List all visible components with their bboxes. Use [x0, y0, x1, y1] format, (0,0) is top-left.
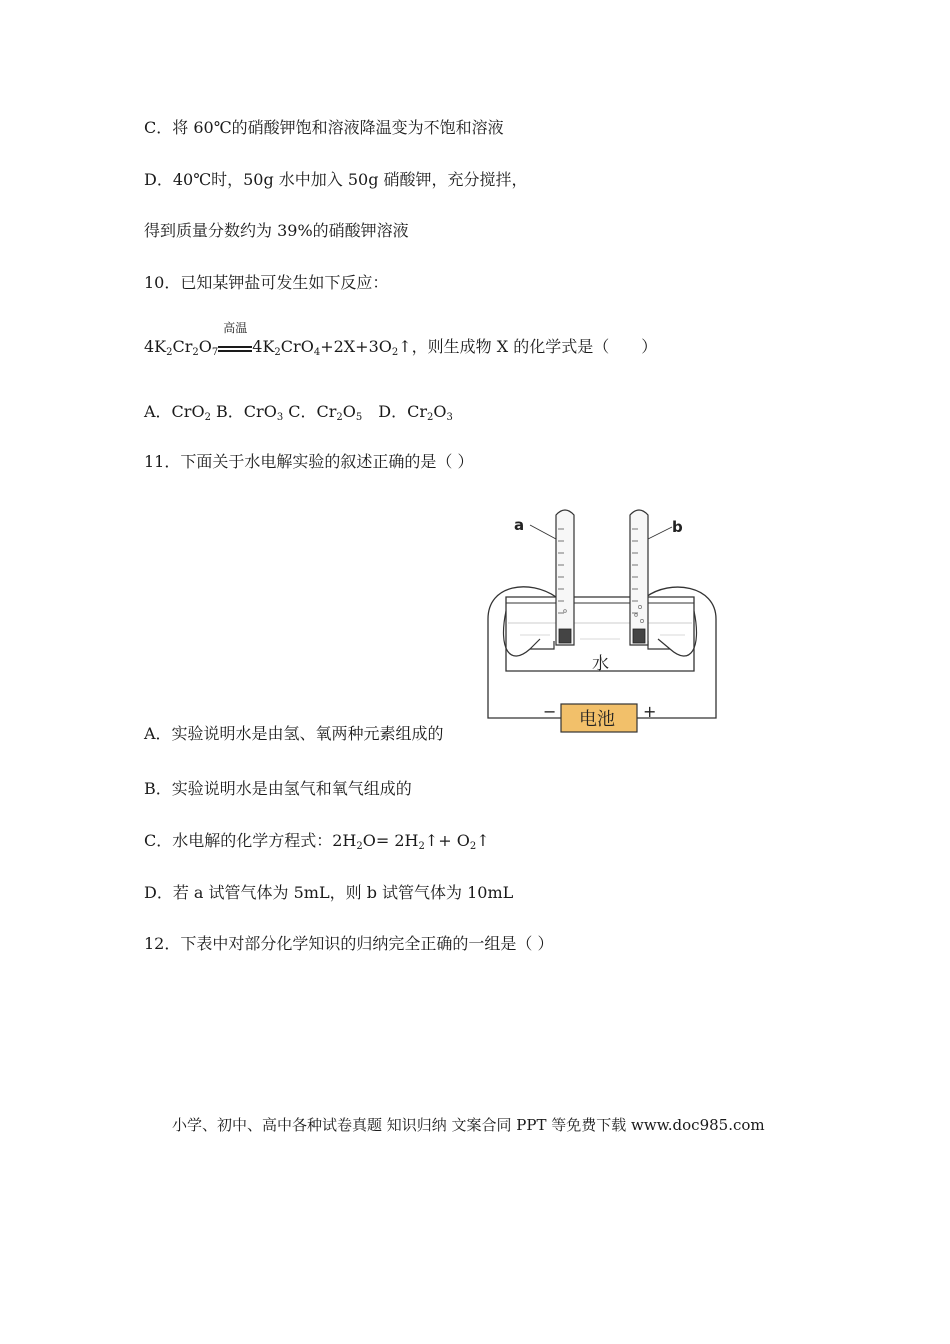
q10-option-c: C．$Cr_2O_5$ [283, 402, 363, 423]
q10-option-a: A．CrO$_2$ [144, 402, 211, 423]
minus-sign: − [543, 702, 557, 721]
electrolysis-diagram [470, 499, 728, 740]
eq-tail: ↑，则生成物 X 的化学式是（ ） [398, 337, 658, 356]
q9-option-d-line2: 得到质量分数约为 39%的硝酸钾溶液 [144, 221, 409, 240]
equal-bar-bottom [218, 350, 252, 352]
tube-b-label: b [672, 518, 683, 536]
footer-text: 小学、初中、高中各种试卷真题 知识归纳 文案合同 PPT 等免费下载 www.doc985.com [172, 1116, 765, 1134]
q9-option-c: C．将 60℃的硝酸钾饱和溶液降温变为不饱和溶液 [144, 118, 504, 137]
plus-sign: + [643, 702, 657, 721]
q11-option-c: C．水电解的化学方程式：$2H_2O=$ $2H_2↑+$ $O_2↑$ [144, 831, 490, 852]
q10-options [144, 402, 453, 422]
q11-option-d: D．若 a 试管气体为 5mL，则 b 试管气体为 10mL [144, 883, 514, 902]
condition-label: 高温 [223, 321, 248, 335]
q11-option-b: B．实验说明水是由氢气和氧气组成的 [144, 779, 412, 798]
reaction-condition [218, 321, 252, 357]
q12-stem: 12．下表中对部分化学知识的归纳完全正确的一组是（ ） [144, 934, 554, 953]
q10-equation [144, 321, 658, 358]
q9-option-d-line1: D．40℃时，50g 水中加入 50g 硝酸钾，充分搅拌， [144, 170, 528, 189]
q11-stem: 11．下面关于水电解实验的叙述正确的是（ ） [144, 452, 474, 471]
eq-reactant: $4K_2Cr_2O_7$ [144, 337, 219, 358]
q11-option-a: A．实验说明水是由氢、氧两种元素组成的 [144, 724, 444, 743]
q10-stem: 10．已知某钾盐可发生如下反应： [144, 273, 389, 292]
q10-option-d: D．$Cr_2O_3$ [362, 402, 453, 423]
equal-bar-top [218, 346, 252, 348]
eq-products: $4K_2CrO_4+2X+3O_2$ [252, 337, 399, 358]
tube-a-label: a [514, 516, 525, 534]
battery-label: 电池 [579, 709, 615, 730]
water-label: 水 [592, 654, 609, 674]
q10-option-b: B．CrO$_3$ [210, 402, 284, 423]
